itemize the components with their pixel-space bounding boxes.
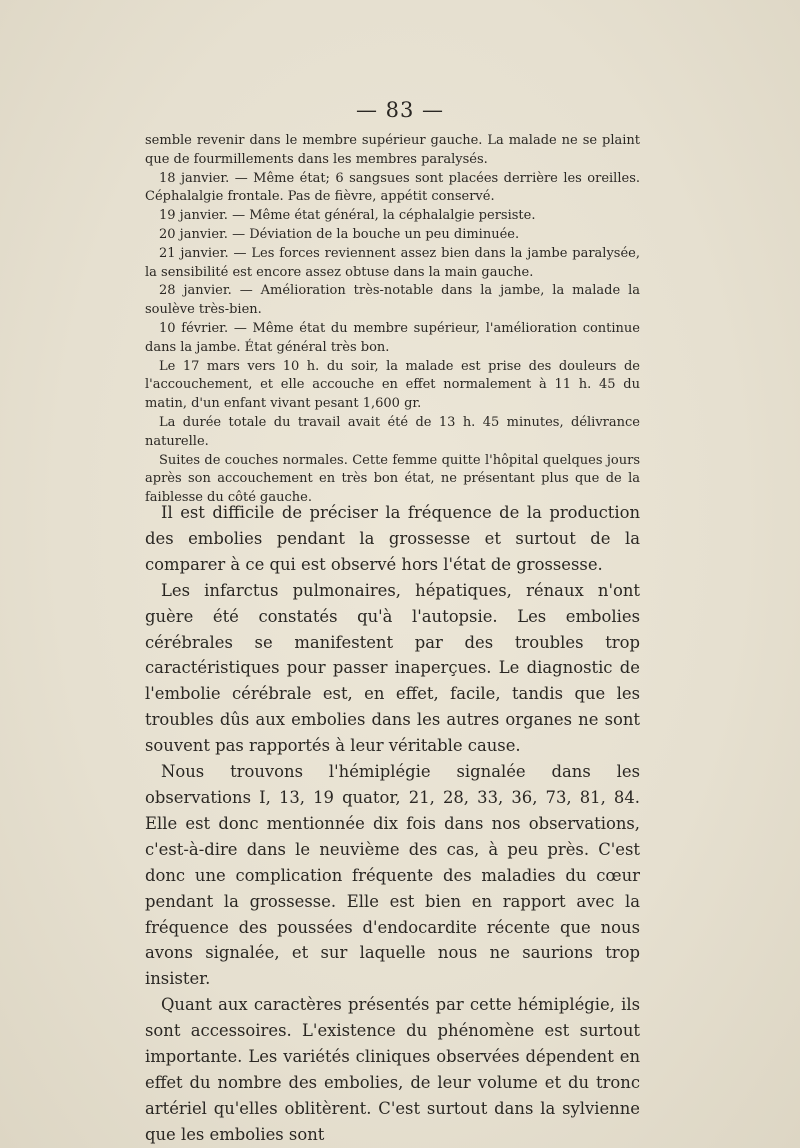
observation-paragraph: 28 janvier. — Amélioration très-notable dans la jambe, la malade la soulève très-bien. (145, 283, 640, 318)
observation-paragraph: 20 janvier. — Déviation de la bouche un peu diminuée. (159, 226, 520, 242)
observation-paragraph: Suites de couches normales. Cette femme quitte l'hôpital quelques jours après son accouchement en très bon état, ne présentant plus que de la faiblesse du côté gauche. (145, 452, 640, 506)
body-paragraph: Nous trouvons l'hémiplégie signalée dans les observations I, 13, 19 quator, 21, 28, 33, 36, 73, 81, 84. Elle est donc mentionnée dix fois dans nos observations, c'est-à-dire dans le neuvième des cas, à peu près. C'est donc une complication fréquente des maladies du cœur pendant la grossesse. Elle est bien en rapport avec la fréquence des poussées d'endocardite récente que nous avons signalée, et sur laquelle nous ne saurions trop insister. (145, 762, 640, 989)
observation-paragraph: 19 janvier. — Même état général, la céphalalgie persiste. (159, 208, 536, 224)
page-number: — 83 — (355, 98, 445, 122)
body-paragraph: Il est difficile de préciser la fréquence de la production des embolies pendant la grossesse et surtout de la comparer à ce qui est observé hors l'état de grossesse. (145, 503, 640, 574)
observation-paragraph: semble revenir dans le membre supérieur gauche. La malade ne se plaint que de fourmillements dans les membres paralysés. (145, 133, 640, 167)
observation-paragraph: Le 17 mars vers 10 h. du soir, la malade est prise des douleurs de l'accouchement, et elle accouche en effet normalement à 11 h. 45 du matin, d'un enfant vivant pesant 1,600 gr. (145, 358, 640, 412)
observation-paragraph: 18 janvier. — Même état; 6 sangsues sont placées derrière les oreilles. Céphalalgie frontale. Pas de fièvre, appétit conservé. (145, 170, 640, 205)
body-paragraph: Les infarctus pulmonaires, hépatiques, rénaux n'ont guère été constatés qu'à l'autopsie. Les embolies cérébrales se manifestent par des troubles trop caractéristiques pour passer inaperçues. Le diagnostic de l'embolie cérébrale est, en effet, facile, tandis que les troubles dûs aux embolies dans les autres organes ne sont souvent pas rapportés à leur véritable cause. (145, 580, 640, 756)
body-paragraph: Quant aux caractères présentés par cette hémiplégie, ils sont accessoires. L'existence du phénomène est surtout importante. Les variétés cliniques observées dépendent en effet du nombre des embolies, de leur volume et du tronc artériel qu'elles oblitèrent. C'est surtout dans la sylvienne que les embolies sont (145, 995, 640, 1144)
observation-paragraph: 21 janvier. — Les forces reviennent assez bien dans la jambe paralysée, la sensibilité est encore assez obtuse dans la main gauche. (145, 245, 640, 280)
main-text (145, 500, 640, 1148)
observation-paragraph: La durée totale du travail avait été de 13 h. 45 minutes, délivrance naturelle. (145, 414, 640, 449)
observation-notes (145, 132, 640, 508)
observation-paragraph: 10 février. — Même état du membre supérieur, l'amélioration continue dans la jambe. État général très bon. (145, 320, 640, 355)
